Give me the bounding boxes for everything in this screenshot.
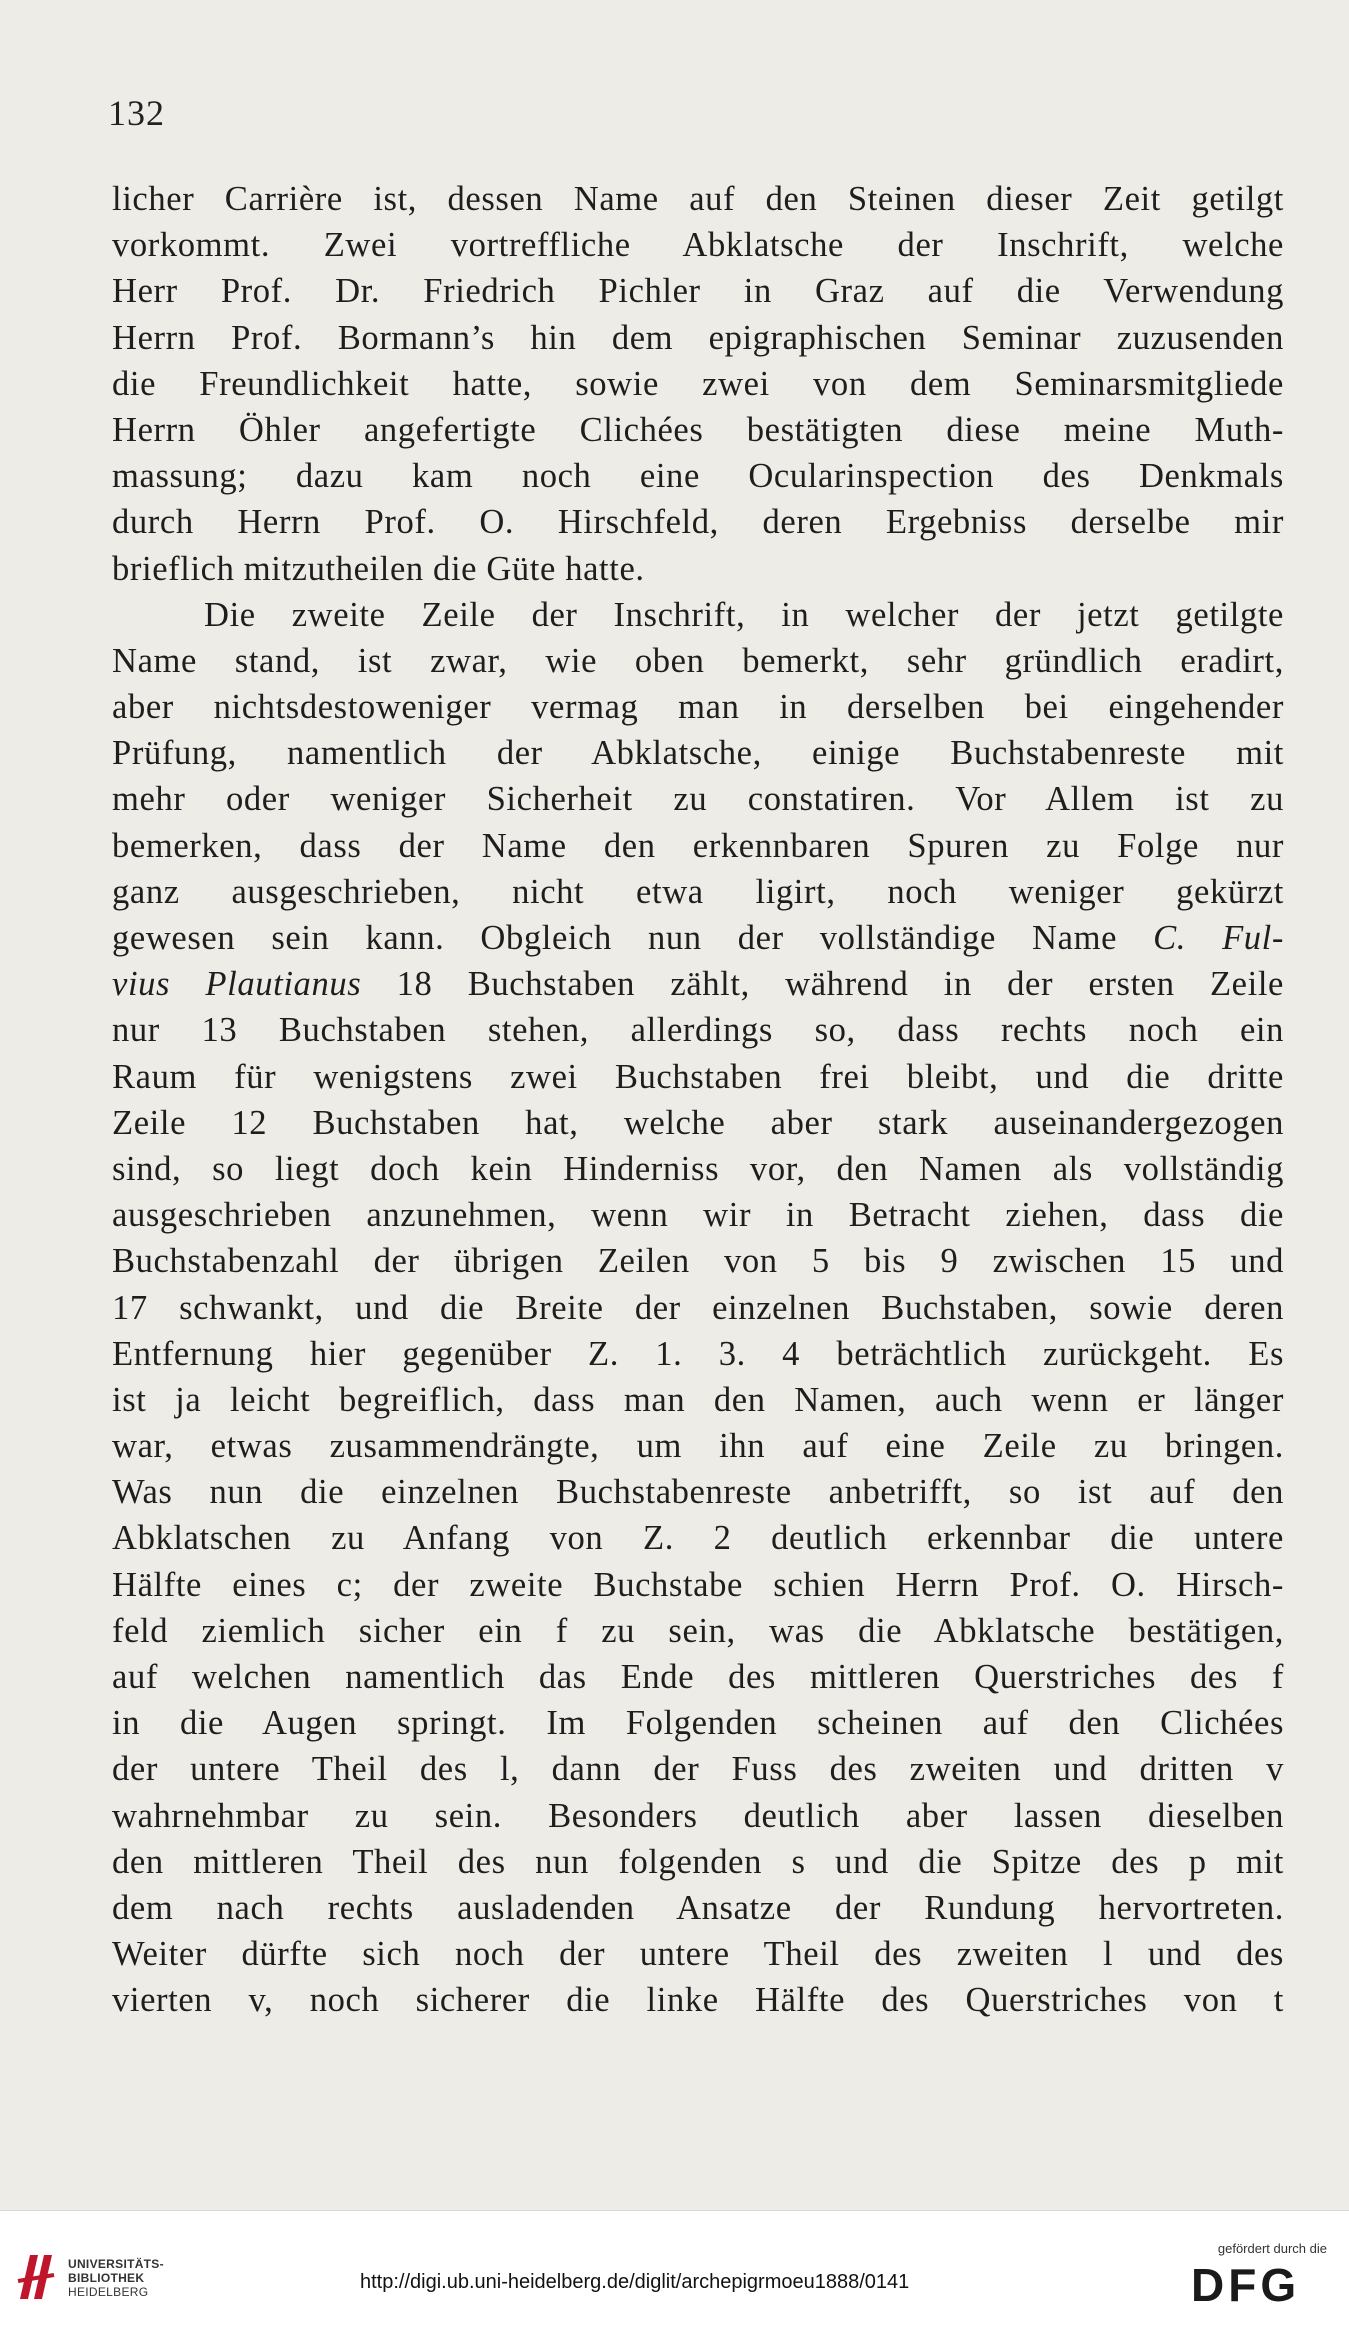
text-segment: Herrn Prof. Bormann’s hin dem epigraphischen Seminar zuzusenden xyxy=(112,318,1284,357)
text-segment: sind, so liegt doch kein Hinderniss vor, den Namen als vollständig xyxy=(112,1149,1284,1188)
italic-text: C. Ful- xyxy=(1153,919,1284,957)
text-segment: massung; dazu kam noch eine Ocularinspection des Denkmals xyxy=(112,457,1284,496)
text-line xyxy=(112,869,1284,915)
permalink-url[interactable]: http://digi.ub.uni-heidelberg.de/diglit/archepigrmoeu1888/0141 xyxy=(360,2271,910,2293)
text-line xyxy=(112,592,1284,638)
text-segment: den mittleren Theil des nun folgenden s und die Spitze des p mit xyxy=(112,1842,1284,1881)
text-line xyxy=(112,1562,1284,1608)
text-line xyxy=(112,1608,1284,1654)
text-segment: vorkommt. Zwei vortreffliche Abklatsche der Inschrift, welche xyxy=(112,226,1284,265)
university-library-logo-icon xyxy=(14,2247,58,2305)
text-line xyxy=(112,1331,1284,1377)
text-segment: dem nach rechts ausladenden Ansatze der Rundung hervortreten. xyxy=(112,1888,1284,1927)
text-line xyxy=(112,1285,1284,1331)
text-line xyxy=(112,1054,1284,1100)
text-segment: Herrn Öhler angefertigte Clichées bestätigten diese meine Muth- xyxy=(112,410,1284,449)
text-segment: war, etwas zusammendrängte, um ihn auf eine Zeile zu bringen. xyxy=(112,1427,1284,1466)
text-line xyxy=(112,776,1284,822)
body-text xyxy=(112,176,1284,2024)
text-line xyxy=(112,222,1284,268)
text-segment: Die zweite Zeile der Inschrift, in welcher der jetzt getilgte xyxy=(204,595,1284,634)
italic-text: vius Plautianus xyxy=(112,965,362,1004)
text-line xyxy=(112,546,1284,592)
text-line xyxy=(112,1746,1284,1792)
text-line xyxy=(112,176,1284,222)
text-segment: ist ja leicht begreiflich, dass man den Namen, auch wenn er länger xyxy=(112,1380,1284,1419)
text-segment: bemerken, dass der Name den erkennbaren Spuren zu Folge nur xyxy=(112,826,1284,865)
page-number: 132 xyxy=(108,93,165,133)
text-segment: 18 Buchstaben zählt, während in der ersten Zeile xyxy=(361,965,1284,1004)
text-line xyxy=(112,1377,1284,1423)
text-segment: mehr oder weniger Sicherheit zu constatiren. Vor Allem ist zu xyxy=(112,780,1284,819)
text-segment: Zeile 12 Buchstaben hat, welche aber stark auseinandergezogen xyxy=(112,1103,1284,1142)
text-segment: Prüfung, namentlich der Abklatsche, einige Buchstabenreste mit xyxy=(112,734,1284,773)
text-segment: die Freundlichkeit hatte, sowie zwei von dem Seminarsmitgliede xyxy=(112,364,1284,403)
text-segment: licher Carrière ist, dessen Name auf den Steinen dieser Zeit getilgt xyxy=(112,180,1284,218)
text-line xyxy=(112,730,1284,776)
text-line xyxy=(112,1238,1284,1284)
text-line xyxy=(112,1977,1284,2023)
text-segment: Hälfte eines c; der zweite Buchstabe schien Herrn Prof. O. Hirsch- xyxy=(112,1565,1284,1604)
text-line xyxy=(112,1793,1284,1839)
text-segment: ausgeschrieben anzunehmen, wenn wir in Betracht ziehen, dass die xyxy=(112,1196,1284,1235)
text-line xyxy=(112,499,1284,545)
text-line xyxy=(112,315,1284,361)
text-segment: Weiter dürfte sich noch der untere Theil des zweiten l und des xyxy=(112,1935,1284,1974)
text-line xyxy=(112,1515,1284,1561)
text-line xyxy=(112,1423,1284,1469)
text-segment: durch Herrn Prof. O. Hirschfeld, deren Ergebniss derselbe mir xyxy=(112,503,1284,542)
text-segment: Was nun die einzelnen Buchstabenreste anbetrifft, so ist auf den xyxy=(112,1473,1284,1512)
text-line xyxy=(112,1839,1284,1885)
text-line xyxy=(112,638,1284,684)
text-segment: ganz ausgeschrieben, nicht etwa ligirt, noch weniger gekürzt xyxy=(112,872,1284,911)
text-line xyxy=(112,915,1284,961)
text-line xyxy=(112,453,1284,499)
text-segment: auf welchen namentlich das Ende des mittleren Querstriches des f xyxy=(112,1658,1284,1696)
text-segment: brieflich mitzutheilen die Güte hatte. xyxy=(112,549,645,588)
university-library-name: UNIVERSITÄTS- BIBLIOTHEK HEIDELBERG xyxy=(68,2257,164,2299)
text-line xyxy=(112,1885,1284,1931)
text-segment: wahrnehmbar zu sein. Besonders deutlich aber lassen dieselben xyxy=(112,1796,1284,1835)
text-line xyxy=(112,823,1284,869)
dfg-logo-icon xyxy=(1191,2261,1329,2307)
text-segment: vierten v, noch sicherer die linke Hälfte des Querstriches von t xyxy=(112,1981,1284,2020)
text-line xyxy=(112,1146,1284,1192)
text-segment: Abklatschen zu Anfang von Z. 2 deutlich erkennbar die untere xyxy=(112,1519,1284,1558)
text-line xyxy=(112,1192,1284,1238)
funder-caption: gefördert durch die xyxy=(1217,2241,1327,2256)
text-segment: gewesen sein kann. Obgleich nun der vollständige Name xyxy=(112,919,1154,957)
text-segment: Entfernung hier gegenüber Z. 1. 3. 4 beträchtlich zurückgeht. Es xyxy=(112,1334,1284,1373)
text-line xyxy=(112,361,1284,407)
text-line xyxy=(112,1700,1284,1746)
text-line xyxy=(112,961,1284,1007)
text-segment: in die Augen springt. Im Folgenden scheinen auf den Clichées xyxy=(112,1704,1284,1743)
text-segment: 17 schwankt, und die Breite der einzelnen Buchstaben, sowie deren xyxy=(112,1288,1284,1327)
text-segment: Name stand, ist zwar, wie oben bemerkt, sehr gründlich eradirt, xyxy=(112,641,1284,680)
text-segment: der untere Theil des l, dann der Fuss des zweiten und dritten v xyxy=(112,1750,1284,1789)
svg-text:DFG: DFG xyxy=(1191,2261,1301,2307)
text-segment: nur 13 Buchstaben stehen, allerdings so, dass rechts noch ein xyxy=(112,1011,1284,1050)
viewer-footer xyxy=(0,2210,1349,2339)
text-segment: Buchstabenzahl der übrigen Zeilen von 5 bis 9 zwischen 15 und xyxy=(112,1242,1284,1281)
text-segment: feld ziemlich sicher ein f zu sein, was die Abklatsche bestätigen, xyxy=(112,1611,1284,1650)
text-line xyxy=(112,268,1284,314)
text-line xyxy=(112,1007,1284,1053)
text-segment: Raum für wenigstens zwei Buchstaben frei bleibt, und die dritte xyxy=(112,1057,1284,1096)
text-line xyxy=(112,684,1284,730)
text-line xyxy=(112,1931,1284,1977)
text-segment: Herr Prof. Dr. Friedrich Pichler in Graz auf die Verwendung xyxy=(112,272,1284,311)
text-segment: aber nichtsdestoweniger vermag man in derselben bei eingehender xyxy=(112,688,1284,727)
text-line xyxy=(112,1100,1284,1146)
text-line xyxy=(112,407,1284,453)
text-line xyxy=(112,1654,1284,1700)
text-line xyxy=(112,1469,1284,1515)
